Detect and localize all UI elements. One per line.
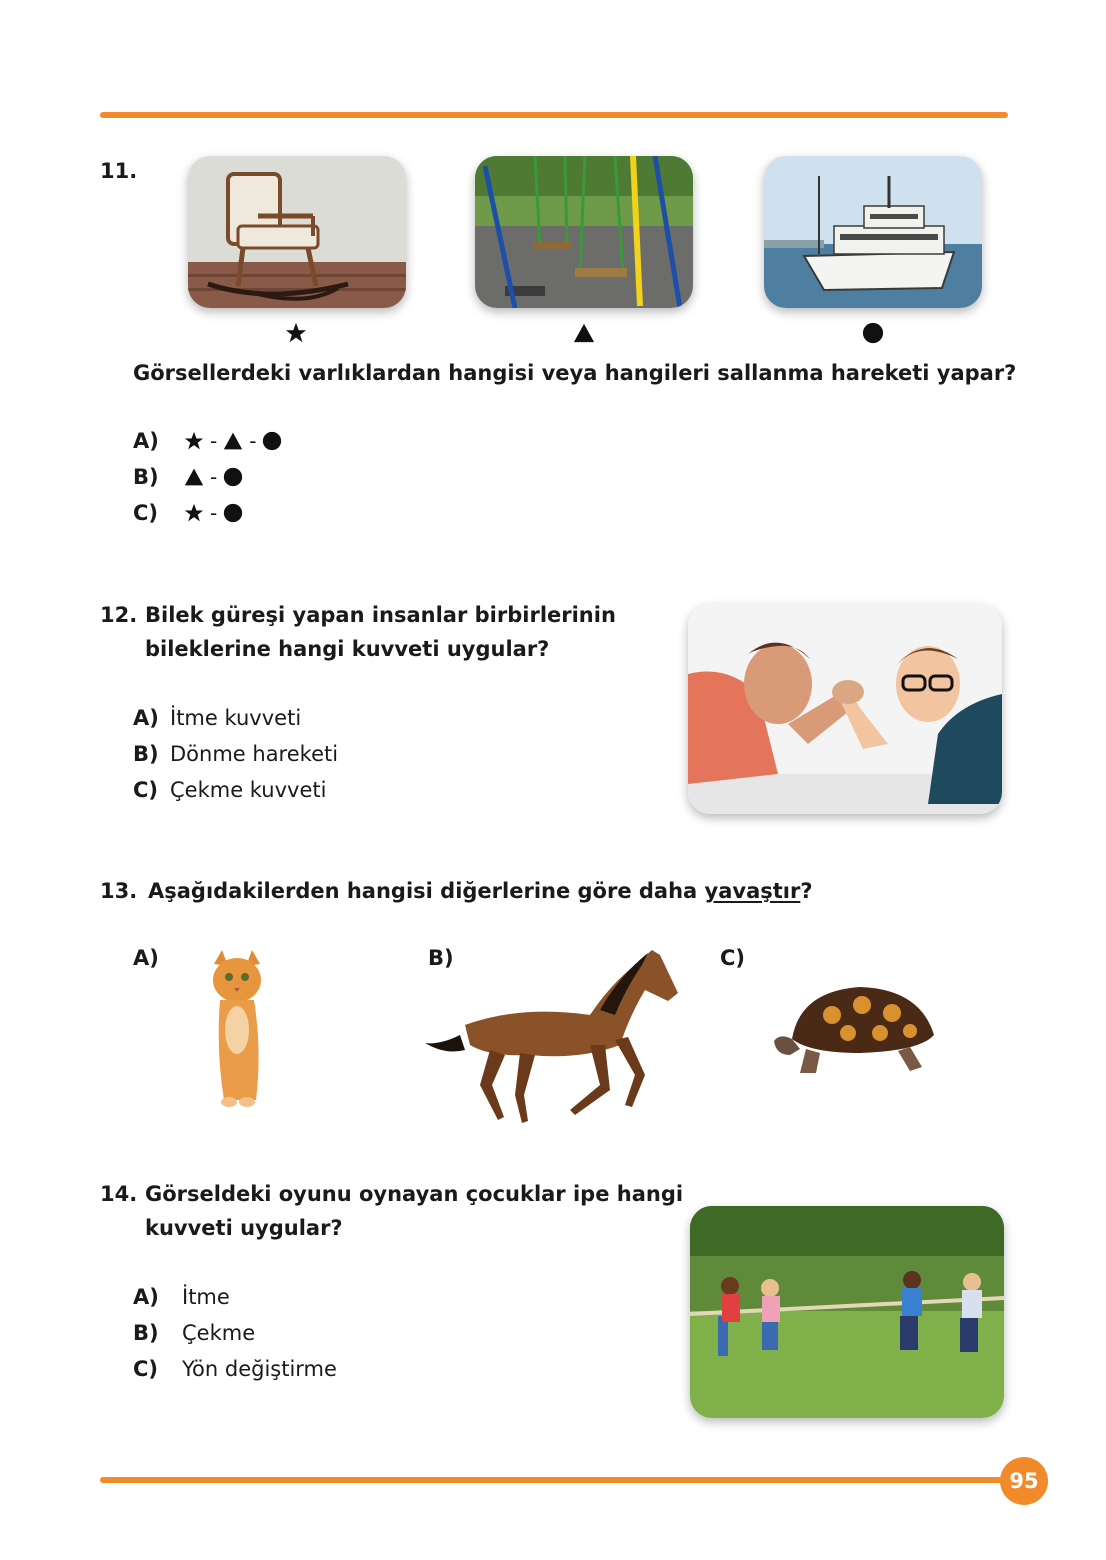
circle-icon xyxy=(223,467,243,487)
q11-option-a-label[interactable]: A) xyxy=(133,429,159,453)
q14-option-c-text[interactable]: Yön değiştirme xyxy=(182,1357,337,1381)
question-13-number: 13. xyxy=(100,879,138,903)
q11-option-b-label[interactable]: B) xyxy=(133,465,159,489)
q14-option-b-label[interactable]: B) xyxy=(133,1321,159,1345)
separator: - xyxy=(210,429,218,453)
tug-of-war-photo xyxy=(690,1206,1004,1418)
question-12-text-line1: Bilek güreşi yapan insanlar birbirlerinin xyxy=(145,603,616,627)
page-number: 95 xyxy=(1000,1457,1048,1505)
separator: - xyxy=(210,501,218,525)
swing-photo xyxy=(475,156,693,308)
question-14-number: 14. xyxy=(100,1182,138,1206)
q11-option-c-symbols[interactable] xyxy=(184,496,243,530)
bottom-rule xyxy=(100,1477,1005,1483)
q12-option-c-text[interactable]: Çekme kuvveti xyxy=(170,778,327,802)
horse-image[interactable] xyxy=(420,945,682,1125)
q12-option-c-label[interactable]: C) xyxy=(133,778,159,802)
triangle-icon xyxy=(573,322,595,344)
question-11-text: Görsellerdeki varlıklardan hangisi veya hangileri sallanma hareketi yapar? xyxy=(133,361,1017,385)
separator: - xyxy=(210,465,218,489)
circle-icon xyxy=(262,431,282,451)
turtle-image[interactable] xyxy=(770,975,942,1080)
question-14-text-line2: kuvveti uygular? xyxy=(145,1216,343,1240)
ferry-photo xyxy=(764,156,982,308)
q12-option-b-text[interactable]: Dönme hareketi xyxy=(170,742,339,766)
question-11-number: 11. xyxy=(100,159,138,183)
triangle-icon xyxy=(184,467,204,487)
q13-option-a-label[interactable]: A) xyxy=(133,946,159,970)
q11-option-c-label[interactable]: C) xyxy=(133,501,159,525)
q13-option-c-label[interactable]: C) xyxy=(720,946,746,970)
question-13-suffix: ? xyxy=(800,879,813,903)
q11-option-a-symbols[interactable] xyxy=(184,424,282,458)
star-icon xyxy=(184,503,204,523)
question-12-text-line2: bileklerine hangi kuvveti uygular? xyxy=(145,637,550,661)
q12-option-b-label[interactable]: B) xyxy=(133,742,159,766)
triangle-icon xyxy=(223,431,243,451)
q12-option-a-text[interactable]: İtme kuvveti xyxy=(170,706,302,730)
cat-image[interactable] xyxy=(196,950,276,1110)
star-icon xyxy=(184,431,204,451)
circle-icon xyxy=(862,322,884,344)
question-14-text-line1: Görseldeki oyunu oynayan çocuklar ipe hangi xyxy=(145,1182,684,1206)
question-13-text xyxy=(148,874,813,908)
q14-option-a-label[interactable]: A) xyxy=(133,1285,159,1309)
top-rule xyxy=(100,112,1008,118)
q14-option-b-text[interactable]: Çekme xyxy=(182,1321,256,1345)
separator: - xyxy=(249,429,257,453)
q12-option-a-label[interactable]: A) xyxy=(133,706,159,730)
question-13-underlined: yavaştır xyxy=(704,879,801,903)
rocking-chair-photo xyxy=(188,156,406,308)
question-12-number: 12. xyxy=(100,603,138,627)
question-13-prefix: Aşağıdakilerden hangisi diğerlerine göre daha xyxy=(148,879,705,903)
q11-option-b-symbols[interactable] xyxy=(184,460,243,494)
q14-option-c-label[interactable]: C) xyxy=(133,1357,159,1381)
arm-wrestling-photo xyxy=(688,604,1002,814)
q14-option-a-text[interactable]: İtme xyxy=(182,1285,230,1309)
star-icon xyxy=(285,322,307,344)
circle-icon xyxy=(223,503,243,523)
q13-option-b-label[interactable]: B) xyxy=(428,946,454,970)
